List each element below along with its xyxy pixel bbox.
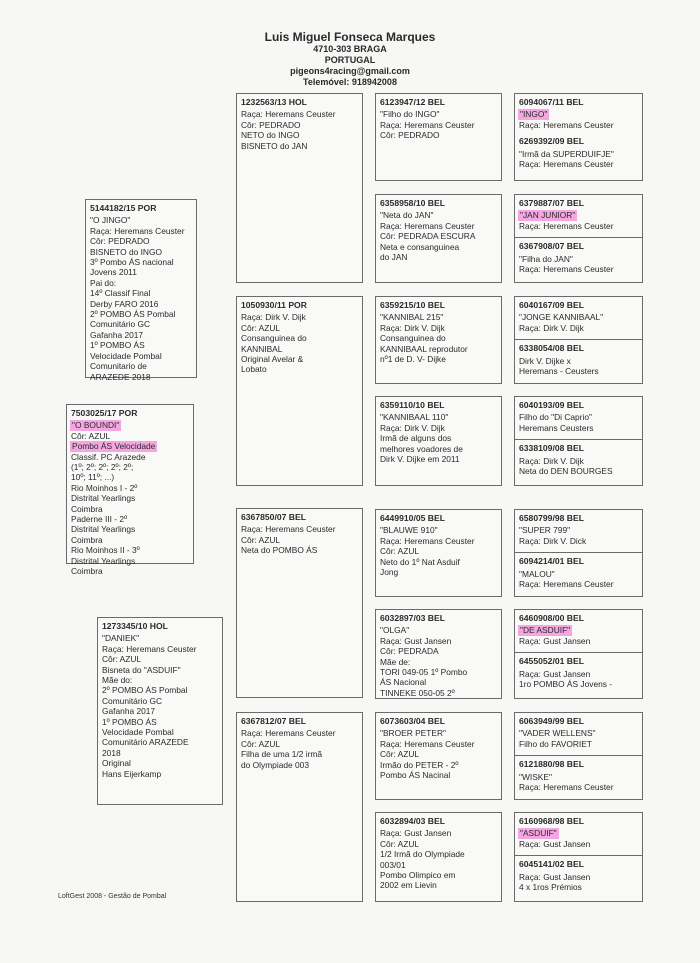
ring-number: 6449910/05 BEL	[380, 513, 445, 523]
pigeon-detail-line: Côr: AZUL	[241, 534, 281, 545]
pigeon-detail-line: Raça: Gust Jansen	[380, 828, 452, 839]
pigeon-detail-line: Rio Moinhos II - 3º	[71, 545, 140, 556]
pigeon-detail-line: 14º Classif Final	[90, 288, 151, 299]
pigeon-detail-line: Gafanha 2017	[102, 706, 156, 717]
pigeon-detail-line: Pombo Olimpico em	[380, 870, 456, 881]
pigeon-detail-line: "VADER WELLENS"	[519, 728, 596, 739]
pigeon-detail-line: Raça: Gust Jansen	[519, 838, 591, 849]
pigeon-detail-line: "KANNIBAAL 110"	[380, 412, 449, 423]
pedigree-box-subject	[66, 404, 194, 577]
ring-number: 5144182/15 POR	[90, 203, 157, 213]
pigeon-detail-line: Côr: AZUL	[241, 738, 281, 749]
pedigree-box-gen4-3	[375, 296, 502, 384]
breeder-name: Luis Miguel Fonseca Marques	[264, 30, 436, 44]
ring-number: 1050930/11 POR	[241, 300, 307, 310]
pigeon-detail-line: "WISKE"	[519, 771, 552, 782]
pigeon-detail-line: Raça: Heremans Ceuster	[90, 225, 185, 236]
ring-number: 6580799/98 BEL	[519, 513, 584, 523]
pigeon-detail-line: Original	[102, 758, 131, 769]
pigeon-detail-line: Derby FARO 2016	[90, 298, 159, 309]
pedigree-box-gen5-5	[514, 509, 643, 597]
pigeon-detail-line: 3º Pombo ÁS nacional	[90, 257, 174, 268]
pigeon-detail-line: Raça: Heremans Ceuster	[519, 220, 614, 231]
pedigree-sub-entry	[515, 855, 642, 892]
pigeon-detail-line: Distrital Yearlings	[71, 524, 136, 535]
pedigree-box-gen4-5	[375, 509, 502, 597]
pigeon-detail-line: ARAZEDE 2018	[90, 371, 151, 382]
pedigree-box-gen3-2	[236, 296, 363, 486]
pigeon-detail-line: Raça: Heremans Ceuster	[380, 119, 475, 130]
pigeon-detail-line: Rio Moinhos I - 2º	[71, 482, 138, 493]
pigeon-detail-line: Raça: Heremans Ceuster	[380, 220, 475, 231]
pigeon-detail-line: BISNETO do INGO	[90, 246, 162, 257]
pedigree-box-gen3-4	[236, 712, 363, 902]
pigeon-detail-line: Jong	[380, 567, 399, 578]
ring-number: 6040193/09 BEL	[519, 400, 584, 410]
ring-number: 6160968/98 BEL	[519, 816, 584, 826]
pigeon-detail-line: Heremans Ceusters	[519, 422, 594, 433]
pigeon-detail-line: Filha de uma 1/2 irmã	[241, 749, 322, 760]
pedigree-sub-entry	[515, 439, 642, 476]
pigeon-detail-line: Neta e consanguinea	[380, 241, 460, 252]
pigeon-detail-line: Côr: PEDRADA	[380, 646, 439, 657]
pigeon-detail-line: Dirk V. Dijke x	[519, 355, 571, 366]
pigeon-detail-line: Consanguinea do	[241, 333, 307, 344]
pigeon-detail-line: Coimbra	[71, 534, 103, 545]
pigeon-detail-line: Raça: Gust Jansen	[519, 668, 591, 679]
ring-number: 1232563/13 HOL	[241, 97, 307, 107]
pigeon-detail-line: Raça: Heremans Ceuster	[241, 524, 336, 535]
pedigree-sub-entry	[515, 552, 642, 589]
pigeon-detail-line: Bisneta do "ASDUIF"	[102, 664, 181, 675]
ring-number: 6121880/98 BEL	[519, 759, 584, 770]
pigeon-detail-line: Consanguinea do	[380, 333, 446, 344]
pigeon-detail-line: 1/2 Irmã do Olympiade	[380, 849, 465, 860]
pigeon-detail-line: Raça: Dirk V. Dick	[519, 535, 587, 546]
pigeon-detail-line: Raça: Heremans Ceuster	[519, 782, 614, 793]
pigeon-detail-line: Raça: Gust Jansen	[519, 635, 591, 646]
ring-number: 6094067/11 BEL	[519, 97, 584, 107]
pigeon-detail-line: Raça: Heremans Ceuster	[519, 119, 614, 130]
pedigree-box-gen3-3	[236, 508, 363, 698]
pedigree-box-gen5-1	[514, 93, 643, 181]
pigeon-detail-line: Irmã de alguns dos	[380, 433, 452, 444]
pigeon-detail-line: Raça: Gust Jansen	[519, 871, 591, 882]
pigeon-detail-line: "JONGE KANNIBAAL"	[519, 312, 604, 323]
pigeon-detail-line: TINNEKE 050-05 2º	[380, 687, 455, 698]
pigeon-detail-line: Côr: AZUL	[380, 838, 420, 849]
pigeon-detail-line: Côr: PEDRADO	[90, 236, 150, 247]
pigeon-detail-line: Filho do FAVORIET	[519, 738, 592, 749]
pigeon-detail-line: Raça: Gust Jansen	[380, 635, 452, 646]
pigeon-detail-line: Coimbra	[71, 503, 103, 514]
pigeon-detail-line: Hans Eijerkamp	[102, 768, 162, 779]
pigeon-detail-line: Raça: Heremans Ceuster	[102, 643, 197, 654]
pedigree-box-gen5-4	[514, 396, 643, 486]
pigeon-detail-line: Raça: Heremans Ceuster	[380, 535, 475, 546]
ring-number: 6358958/10 BEL	[380, 198, 445, 208]
pigeon-detail-line: KANNIBAL	[241, 343, 283, 354]
ring-number: 6032897/03 BEL	[380, 613, 445, 623]
pedigree-box-gen5-6	[514, 609, 643, 699]
pigeon-detail-line: Comunitário GC	[102, 695, 163, 706]
pigeon-detail-line: TORI 049-05 1º Pombo	[380, 667, 468, 678]
pigeon-detail-line: Lobato	[241, 364, 267, 375]
pedigree-box-gen4-1	[375, 93, 502, 181]
pigeon-detail-line: "MALOU"	[519, 568, 555, 579]
ring-number: 6359110/10 BEL	[380, 400, 445, 410]
pigeon-detail-line: Côr: AZUL	[380, 546, 420, 557]
pigeon-detail-line: Filho do "Di Caprio"	[519, 412, 592, 423]
pigeon-detail-line: Raça: Dirk V. Dijk	[380, 422, 445, 433]
ring-number: 6269392/09 BEL	[519, 136, 584, 147]
breeder-phone: Telemóvel: 918942008	[303, 77, 397, 87]
ring-number: 6123947/12 BEL	[380, 97, 445, 107]
pigeon-detail-line: "BLAUWE 910"	[380, 525, 438, 536]
pigeon-detail-line: Comunitário GC	[90, 319, 151, 330]
ring-number: 6367812/07 BEL	[241, 716, 306, 726]
pigeon-detail-line: 1º POMBO ÁS	[90, 340, 145, 351]
pedigree-sub-entry	[515, 652, 642, 689]
pedigree-sub-entry	[515, 755, 642, 792]
pigeon-detail-line: melhores voadores de	[380, 443, 463, 454]
pigeon-detail-line: Raça: Heremans Ceuster	[380, 738, 475, 749]
ring-number: 6338109/08 BEL	[519, 443, 584, 454]
pedigree-box-gen5-7	[514, 712, 643, 800]
pigeon-detail-line: Paderne III - 2º	[71, 514, 128, 525]
pigeon-detail-line: "DANIEK"	[102, 633, 140, 644]
pedigree-sub-entry	[519, 136, 638, 169]
pedigree-box-dam	[97, 617, 223, 805]
pigeon-detail-line: Pombo ÁS Velocidade	[72, 441, 156, 452]
pigeon-detail-line: 4 x 1ros Prémios	[519, 882, 582, 893]
pedigree-box-gen4-7	[375, 712, 502, 800]
ring-number: 6094214/01 BEL	[519, 556, 584, 567]
pigeon-detail-line: Côr: PEDRADA ESCURA	[380, 231, 476, 242]
pedigree-box-gen5-3	[514, 296, 643, 384]
pigeon-detail-line: 10º; 11º; ...)	[71, 472, 115, 483]
pigeon-detail-line: "O JINGO"	[90, 215, 131, 226]
ring-number: 6455052/01 BEL	[519, 656, 584, 667]
software-footer: LoftGest 2008 - Gestão de Pombal	[58, 893, 167, 900]
pigeon-detail-line: "JAN JUNIOR"	[520, 210, 576, 221]
pigeon-detail-line: "O BOUNDI"	[72, 420, 120, 431]
pigeon-detail-line: Côr: AZUL	[380, 749, 420, 760]
ring-number: 6040167/09 BEL	[519, 300, 584, 310]
pigeon-detail-line: Côr: AZUL	[71, 430, 111, 441]
pigeon-detail-line: 2º POMBO ÁS Pombal	[102, 685, 188, 696]
pigeon-detail-line: "OLGA"	[380, 625, 410, 636]
pigeon-detail-line: Jovens 2011	[90, 267, 137, 278]
ring-number: 6063949/99 BEL	[519, 716, 584, 726]
pigeon-detail-line: 1º POMBO ÁS	[102, 716, 157, 727]
pedigree-box-gen4-8	[375, 812, 502, 902]
pedigree-box-gen4-2	[375, 194, 502, 283]
pigeon-detail-line: "Filha do JAN"	[519, 253, 573, 264]
breeder-country: PORTUGAL	[324, 55, 376, 65]
pigeon-detail-line: "SUPER 799"	[519, 525, 571, 536]
pigeon-detail-line: Distrital Yearlings	[71, 493, 136, 504]
pigeon-detail-line: Raça: Dirk V. Dijk	[380, 322, 445, 333]
ring-number: 6367850/07 BEL	[241, 512, 306, 522]
ring-number: 7503025/17 POR	[71, 408, 138, 418]
pigeon-detail-line: Velocidade Pombal	[90, 350, 162, 361]
pigeon-detail-line: 2018	[102, 747, 121, 758]
pigeon-detail-line: Dirk V. Dijke em 2011	[380, 454, 460, 465]
pigeon-detail-line: Raça: Dirk V. Dijk	[519, 455, 584, 466]
pigeon-detail-line: 003/01	[380, 859, 406, 870]
breeder-email[interactable]: pigeons4racing@gmail.com	[290, 66, 410, 76]
pigeon-detail-line: Comunitário ARAZEDE	[102, 737, 189, 748]
pigeon-detail-line: do Olympiade 003	[241, 759, 309, 770]
breeder-postal: 4710-303 BRAGA	[313, 44, 387, 54]
pigeon-detail-line: Raça: Heremans Ceuster	[519, 264, 614, 275]
pigeon-detail-line: Raça: Heremans Ceuster	[241, 109, 336, 120]
pedigree-box-sire	[85, 199, 197, 382]
pigeon-detail-line: ÁS Nacional	[380, 677, 427, 688]
pigeon-detail-line: Neta do DEN BOURGES	[519, 466, 613, 477]
pigeon-detail-line: Raça: Heremans Ceuster	[519, 159, 614, 170]
pedigree-box-gen3-1	[236, 93, 363, 283]
pigeon-detail-line: Pombo ÁS Nacinal	[380, 770, 451, 781]
pigeon-detail-line: "BROER PETER"	[380, 728, 446, 739]
pigeon-detail-line: Irmão do PETER - 2º	[380, 759, 459, 770]
pigeon-detail-line: Gafanha 2017	[90, 329, 144, 340]
pigeon-detail-line: Côr: PEDRADO	[380, 130, 440, 141]
pigeon-detail-line: do JAN	[380, 252, 408, 263]
pedigree-box-gen5-8	[514, 812, 643, 902]
pigeon-detail-line: Mãe do:	[102, 675, 133, 686]
pedigree-box-gen4-6	[375, 609, 502, 699]
pigeon-detail-line: (1º; 2º; 2º; 2º; 2º;	[71, 462, 134, 473]
pigeon-detail-line: Velocidade Pombal	[102, 727, 174, 738]
pigeon-detail-line: 2º POMBO ÁS Pombal	[90, 309, 176, 320]
pigeon-detail-line: Côr: AZUL	[102, 654, 142, 665]
ring-number: 6338054/08 BEL	[519, 343, 584, 354]
pigeon-detail-line: Raça: Heremans Ceuster	[241, 728, 336, 739]
pigeon-detail-line: "Irmã da SUPERDUIFJE"	[519, 148, 614, 159]
pigeon-detail-line: NETO do INGO	[241, 130, 300, 141]
pigeon-detail-line: 1ro POMBO ÁS Jovens -	[519, 679, 613, 690]
pigeon-detail-line: Heremans - Ceusters	[519, 366, 599, 377]
ring-number: 6032894/03 BEL	[380, 816, 445, 826]
pigeon-detail-line: Pai do:	[90, 277, 117, 288]
pigeon-detail-line: Distrital Yearlings	[71, 555, 136, 566]
pigeon-detail-line: Mãe de:	[380, 656, 411, 667]
ring-number: 1273345/10 HOL	[102, 621, 168, 631]
pigeon-detail-line: Neta do POMBO ÁS	[241, 545, 318, 556]
pigeon-detail-line: nº1 de D. V- Dijke	[380, 354, 446, 365]
pigeon-detail-line: "INGO"	[520, 109, 548, 120]
pedigree-box-gen5-2	[514, 194, 643, 283]
pigeon-detail-line: Côr: PEDRADO	[241, 119, 301, 130]
pedigree-box-gen4-4	[375, 396, 502, 486]
ring-number: 6379887/07 BEL	[519, 198, 584, 208]
pigeon-detail-line: "DE ASDUIF"	[520, 625, 571, 636]
pigeon-detail-line: Raça: Dirk V. Dijk	[519, 322, 584, 333]
pigeon-detail-line: Original Avelar &	[241, 354, 304, 365]
pedigree-sub-entry	[515, 339, 642, 376]
pigeon-detail-line: "Filho do INGO"	[380, 109, 440, 120]
ring-number: 6073603/04 BEL	[380, 716, 445, 726]
pigeon-detail-line: BISNETO do JAN	[241, 140, 308, 151]
ring-number: 6460908/00 BEL	[519, 613, 584, 623]
pigeon-detail-line: Coimbra	[71, 566, 103, 577]
pigeon-detail-line: Comunitario de	[90, 361, 147, 372]
pigeon-detail-line: Raça: Dirk V. Dijk	[241, 312, 306, 323]
pedigree-sub-entry	[515, 237, 642, 274]
pigeon-detail-line: "ASDUIF"	[520, 828, 557, 839]
pigeon-detail-line: "Neta do JAN"	[380, 210, 434, 221]
breeder-header	[240, 30, 460, 88]
pigeon-detail-line: KANNIBAAL reprodutor	[380, 343, 468, 354]
ring-number: 6359215/10 BEL	[380, 300, 445, 310]
pigeon-detail-line: "KANNIBAL 215"	[380, 312, 444, 323]
pigeon-detail-line: 2002 em Lievin	[380, 880, 437, 891]
pigeon-detail-line: Neto do 1º Nat Asduif	[380, 556, 460, 567]
pigeon-detail-line: Côr: AZUL	[241, 322, 281, 333]
pigeon-detail-line: Classif. PC Arazede	[71, 451, 146, 462]
pigeon-detail-line: Raça: Heremans Ceuster	[519, 579, 614, 590]
ring-number: 6367908/07 BEL	[519, 241, 584, 252]
ring-number: 6045141/02 BEL	[519, 859, 584, 870]
